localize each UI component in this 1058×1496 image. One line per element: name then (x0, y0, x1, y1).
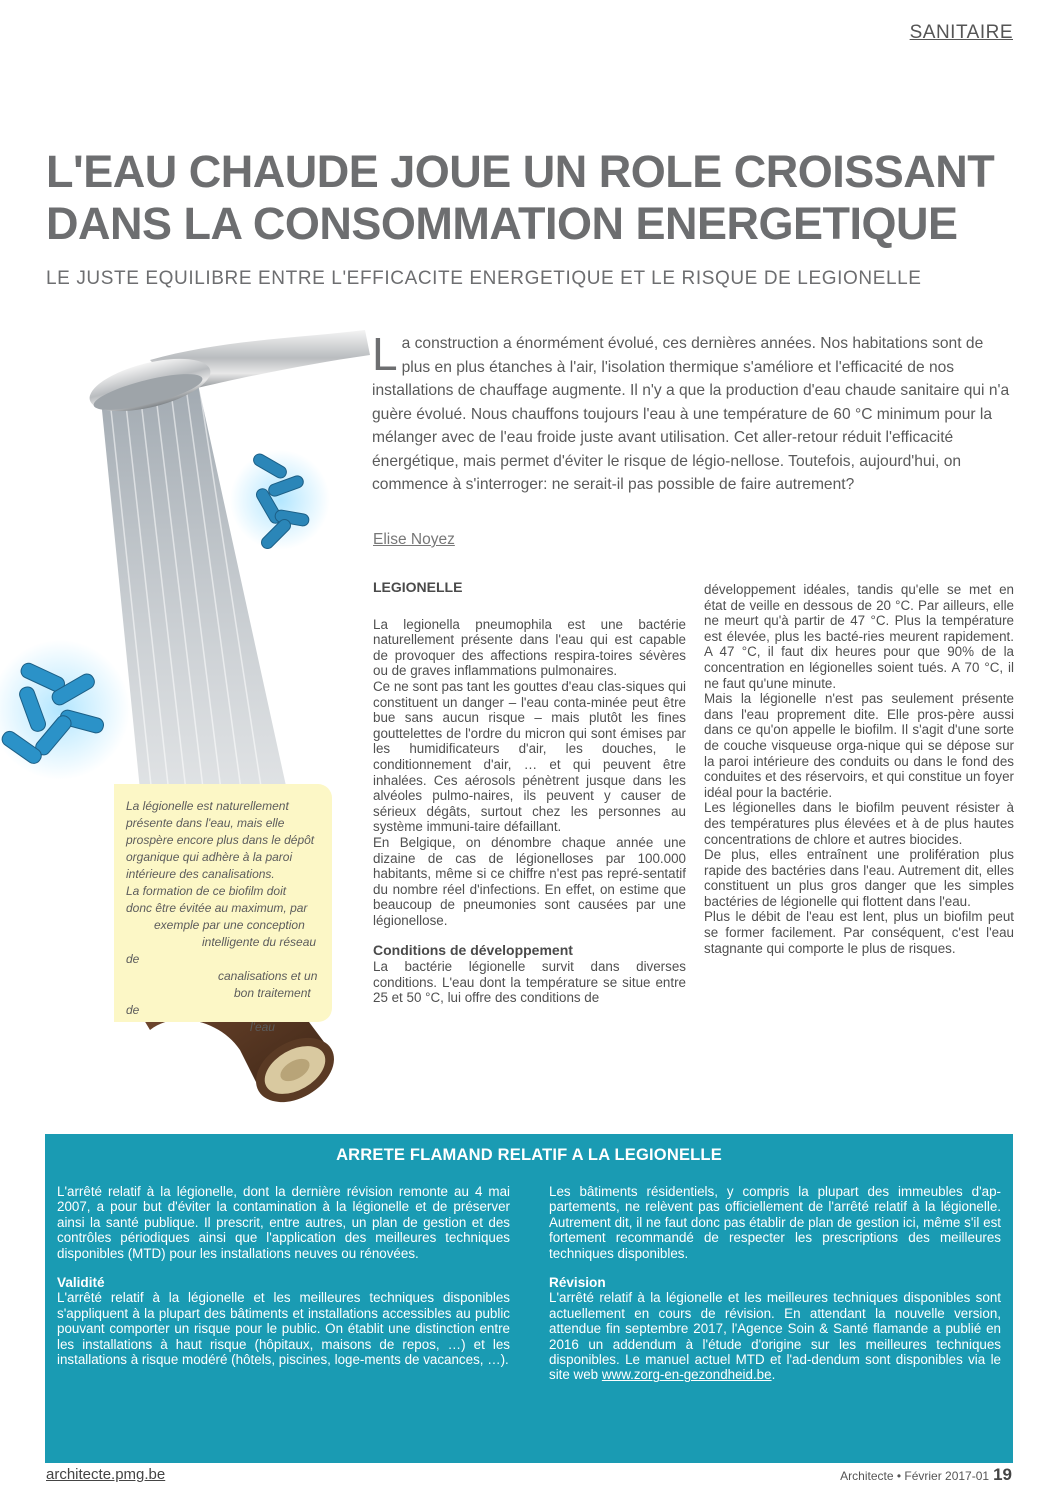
headline-line-1: L'EAU CHAUDE JOUE UN ROLE CROISSANT (46, 146, 995, 197)
headline (46, 146, 1026, 250)
info-box-column-2 (549, 1184, 1001, 1383)
paragraph: L'arrêté relatif à la légionelle et les meilleures techniques disponibles s'appliquent à la plupart des bâtiments et installations accessibles au public pouvant comporter un risque pour le public. On établit une distinction entre les installations à haut risque (hôpitaux, maisons de repos, …) et les installations à risque modéré (hôtels, piscines, loge-ments de vacances, …). (57, 1290, 510, 1368)
image-caption: La légionelle est naturellement présente dans l'eau, mais elle prospère encore plus dans le dépôt organique qui adhère à la paroi intérieure des canalisations. La formation de ce biofilm doit donc être évitée au maximum, par exemple par une conception intelligente du réseau de canalisations et un bon traitement de l'eau (114, 784, 332, 1022)
article-column-2 (704, 582, 1014, 956)
paragraph: Ce ne sont pas tant les gouttes d'eau clas-siques qui constituent un danger – l'eau conta-minée peut être bue sans aucun risque – mais plutôt les fines gouttelettes de l'ordre du micron qui sont émises par les humidificateurs d'air, les douches, le conditionnement d'air, … et qui peuvent être inhalées. Ces aérosols pénètrent jusque dans les alvéoles pulmo-naires, ils peuvent y causer de sérieux dégâts, surtout chez les personnes au système immuni-taire défaillant. (373, 678, 686, 835)
section-heading-legionelle: LEGIONELLE (373, 579, 463, 595)
page-number: 19 (993, 1465, 1012, 1484)
paragraph: L'arrêté relatif à la légionelle et les meilleures techniques disponibles sont actuellement en cours de révision. En attendant la nouvelle version, attendue fin septembre 2017, l'Agence Soin & Santé flamande a publié en 2016 un addendum à l'étude d'origine sur les meilleures techniques disponibles. Le manuel actuel MTD et l'ad-dendum sont disponibles via le site web www.zorg-en-gezondheid.be. (549, 1290, 1001, 1383)
shower-head (85, 330, 370, 421)
paragraph: Les bâtiments résidentiels, y compris la plupart des immeubles d'ap-partements, ne relèvent pas officiellement de l'arrêté relatif à la légionelle. Autrement dit, il ne faut donc pas établir de plan de gestion ici, même s'il est fortement recommandé de respecter les prescriptions des meilleures techniques disponibles. (549, 1184, 1001, 1261)
heading-revision: Révision (549, 1275, 606, 1291)
article-column-1 (373, 580, 686, 1006)
author-byline[interactable]: Elise Noyez (373, 531, 455, 548)
footer-site-link[interactable]: architecte.pmg.be (46, 1466, 166, 1483)
info-box (45, 1134, 1013, 1463)
paragraph: L'arrêté relatif à la légionelle, dont la dernière révision remonte au 4 mai 2007, a pour but d'éviter la contamination à la légionelle et de préserver ainsi la santé publique. Il prescrit, entre autres, un plan de gestion et des contrôles périodiques ainsi que l'application des meilleures techniques disponibles (MTD) pour les installations neuves ou rénovées. (57, 1184, 510, 1261)
info-box-column-1 (57, 1184, 510, 1367)
section-tag: SANITAIRE (909, 22, 1013, 43)
paragraph: De plus, elles entraînent une prolifération plus rapide des bactéries dans l'eau. Autrement dit, elles constituent un plus gros danger que les simples bactéries de légionelle qui flottent dans l'eau. (704, 847, 1014, 909)
footer-issue: Architecte • Février 2017-01 19 (840, 1465, 1012, 1484)
section-heading-conditions: Conditions de développement (373, 942, 573, 959)
bacteria-cluster-left (0, 640, 130, 780)
bacteria-cluster-top (230, 450, 330, 551)
heading-validite: Validité (57, 1275, 105, 1291)
paragraph: En Belgique, on dénombre chaque année une dizaine de cas de légionelloses par 100.000 habitants, même si ce chiffre n'est pas repré-sentatif du nombre réel d'infections. En effet, on estime que beaucoup de pneumonies sont causées par une légionellose. (373, 834, 686, 928)
paragraph: Mais la légionelle n'est pas seulement présente dans l'eau proprement dite. Elle pros-père aussi dans ce qu'on appelle le biofilm. Il s'agit d'une sorte de couche visqueuse orga-nique qui se dépose sur la paroi intérieure des conduits ou dans le fond des conduites et des réservoirs, et qui constitue un foyer idéal pour la bactérie. (704, 691, 1014, 800)
paragraph: Les légionelles dans le biofilm peuvent résister à des températures plus élevées et à de plus hautes concentrations de chlore et autres biocides. (704, 800, 1014, 847)
paragraph: développement idéales, tandis qu'elle se met en état de veille en dessous de 20 °C. Par ailleurs, elle ne meurt qu'à partir de 47 °C. Plus la température est élevée, plus les bacté-ries meurent rapidement. A 47 °C, il faut dix heures pour que 90% de la concentration en légionelles soient tués. A 70 °C, il ne faut qu'une minute. (704, 582, 1014, 691)
intro-paragraph: La construction a énormément évolué, ces dernières années. Nos habitations sont de plus en plus étanches à l'air, l'isolation thermique s'améliore et l'efficacité de nos installations de chauffage augmente. Il n'y a que la production d'eau chaude sanitaire qui n'a guère évolué. Nous chauffons toujours l'eau à une température de 60 °C minimum pour la mélanger avec de l'eau froide juste avant utilisation. Cet aller-retour réduit l'efficacité énergétique, mais permet d'éviter le risque de légio-nellose. Toutefois, aujourd'hui, on commence à s'interroger: ne serait-il pas possible de faire autrement? (372, 328, 1010, 493)
website-link[interactable]: www.zorg-en-gezondheid.be (601, 1367, 772, 1383)
headline-line-2: DANS LA CONSOMMATION ENERGETIQUE (46, 198, 958, 249)
paragraph: Plus le débit de l'eau est lent, plus un biofilm peut se former facilement. Par conséquent, c'est l'eau stagnante qui comporte le plus de risques. (704, 909, 1014, 956)
dropcap: L (372, 328, 398, 380)
paragraph: La bactérie légionelle survit dans diverses conditions. L'eau dont la température se situe entre 25 et 50 °C, lui offre des conditions de (373, 959, 686, 1006)
info-box-title: ARRETE FLAMAND RELATIF A LA LEGIONELLE (336, 1146, 722, 1164)
subheadline: LE JUSTE EQUILIBRE ENTRE L'EFFICACITE ENERGETIQUE ET LE RISQUE DE LEGIONELLE (46, 268, 922, 289)
paragraph: La legionella pneumophila est une bactérie naturellement présente dans l'eau qui est capable de provoquer des affections respira-toires sévères ou de graves inflammations pulmonaires. (373, 616, 686, 679)
